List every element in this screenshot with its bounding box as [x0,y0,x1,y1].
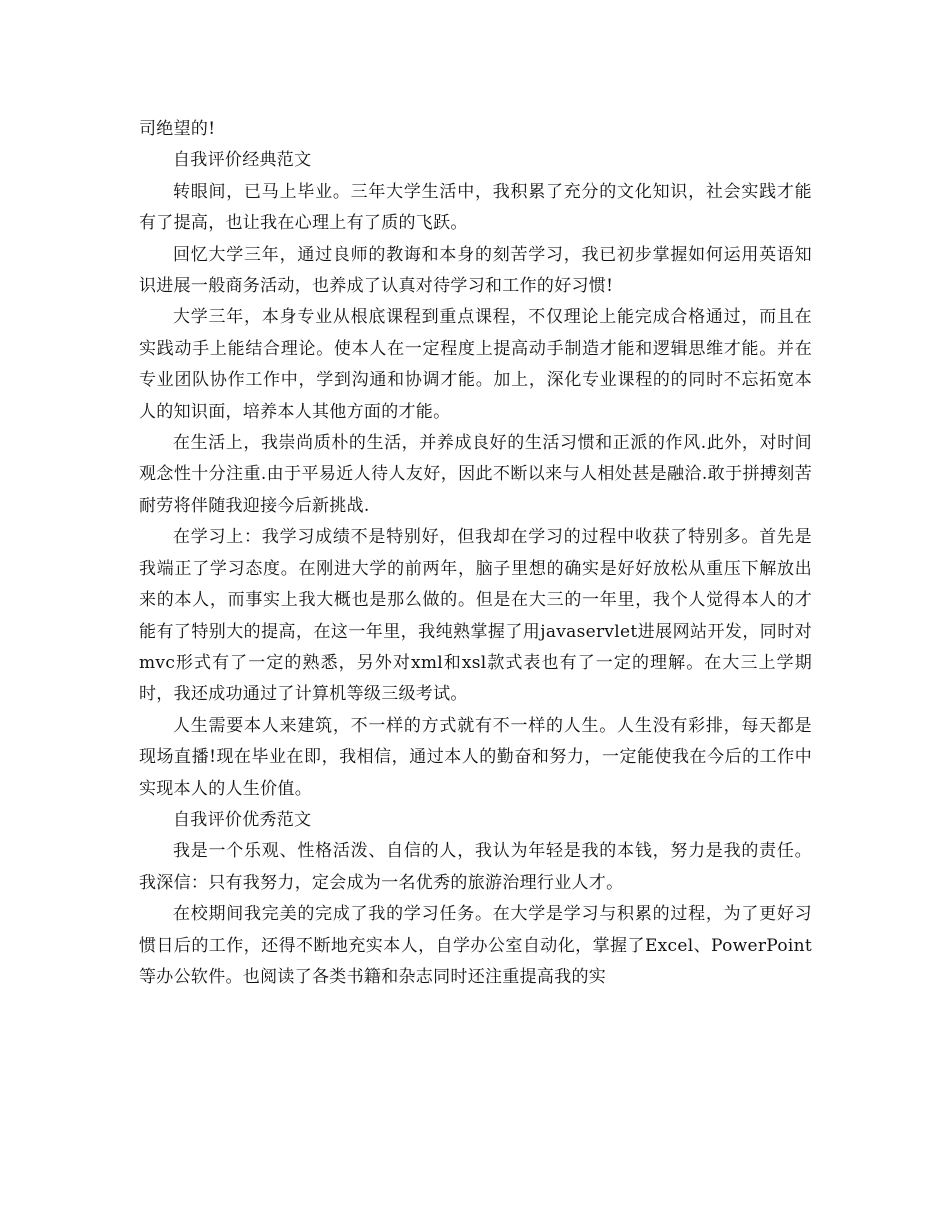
paragraph: 转眼间，已马上毕业。三年大学生活中，我积累了充分的文化知识，社会实践才能有了提高，也让我在心理上有了质的飞跃。 [139,181,812,234]
paragraph: 人生需要本人来建筑，不一样的方式就有不一样的人生。人生没有彩排，每天都是现场直播!现在毕业在即，我相信，通过本人的勤奋和努力，一定能使我在今后的工作中实现本人的人生价值。 [139,715,812,799]
paragraph: 回忆大学三年，通过良师的教诲和本身的刻苦学习，我已初步掌握如何运用英语知识进展一般商务活动，也养成了认真对待学习和工作的好习惯! [139,244,812,297]
paragraph: 在校期间我完美的完成了我的学习任务。在大学是学习与积累的过程，为了更好习惯日后的工作，还得不断地充实本人，自学办公室自动化，掌握了Excel、PowerPoint等办公软件。也阅读了各类书籍和杂志同时还注重提高我的实 [139,904,812,987]
paragraph: 在生活上，我崇尚质朴的生活，并养成良好的生活习惯和正派的作风.此外，对时间观念性十分注重.由于平易近人待人友好，因此不断以来与人相处甚是融洽.敢于拼搏刻苦耐劳将伴随我迎接今后新挑战. [139,433,812,516]
paragraph: 在学习上：我学习成绩不是特别好，但我却在学习的过程中收获了特别多。首先是我端正了学习态度。在刚进大学的前两年，脑子里想的确实是好好放松从重压下解放出来的本人，而事实上我大概也是那么做的。但是在大三的一年里，我个人觉得本人的才能有了特别大的提高，在这一年里，我纯熟掌握了用javaservlet进展网站开发，同时对mvc形式有了一定的熟悉，另外对xml和xsl款式表也有了一定的理解。在大三上学期时，我还成功通过了计算机等级三级考试。 [139,527,812,705]
paragraph: 大学三年，本身专业从根底课程到重点课程，不仅理论上能完成合格通过，而且在实践动手上能结合理论。使本人在一定程度上提高动手制造才能和逻辑思维才能。并在专业团队协作工作中，学到沟通和协调才能。加上，深化专业课程的的同时不忘拓宽本人的知识面，培养本人其他方面的才能。 [139,307,812,422]
section-heading-excellent: 自我评价优秀范文 [173,809,312,830]
paragraph-continuation: 司绝望的! [139,119,216,139]
paragraph: 我是一个乐观、性格活泼、自信的人，我认为年轻是我的本钱，努力是我的责任。我深信：只有我努力，定会成为一名优秀的旅游治理行业人才。 [139,841,812,893]
document-page [139,114,812,993]
section-heading-classic: 自我评价经典范文 [173,150,312,171]
